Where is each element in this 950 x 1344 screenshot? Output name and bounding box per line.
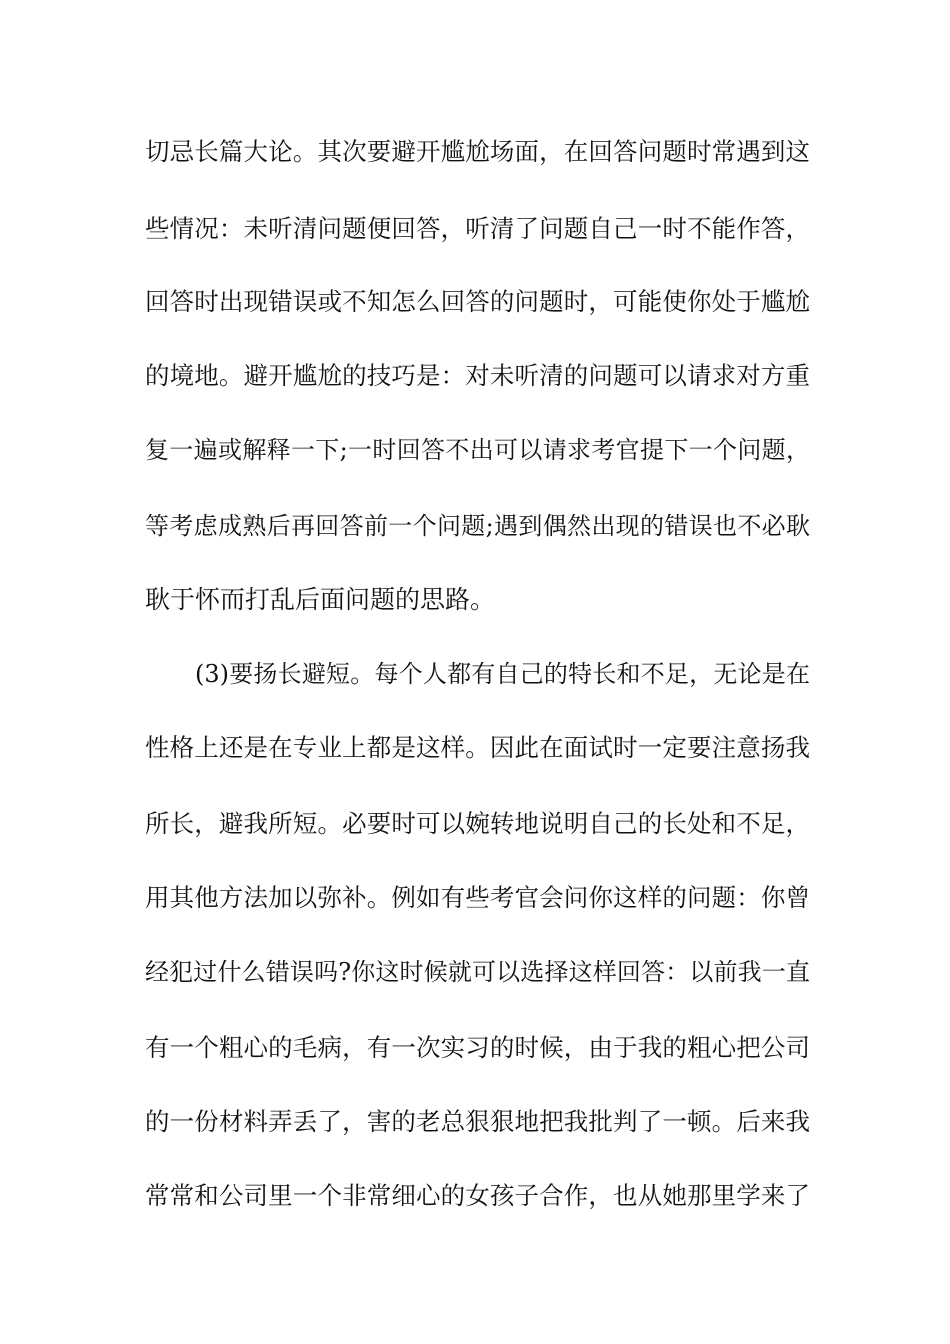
text-line: 些情况：未听清问题便回答，听清了问题自己一时不能作答， — [145, 214, 810, 243]
text-line: 切忌长篇大论。其次要避开尴尬场面，在回答问题时常遇到这 — [145, 137, 810, 166]
paragraph-start-line: (3)要扬长避短。每个人都有自己的特长和不足，无论是在 — [195, 660, 810, 688]
text-line: 等考虑成熟后再回答前一个问题;遇到偶然出现的错误也不必耿 — [145, 512, 810, 540]
text-line: 所长，避我所短。必要时可以婉转地说明自己的长处和不足， — [145, 809, 810, 838]
text-line: 性格上还是在专业上都是这样。因此在面试时一定要注意扬我 — [145, 733, 810, 762]
text-line: 常常和公司里一个非常细心的女孩子合作，也从她那里学来了 — [145, 1181, 810, 1210]
text-line: 耿于怀而打乱后面问题的思路。 — [145, 585, 496, 614]
text-line: 的一份材料弄丢了，害的老总狠狠地把我批判了一顿。后来我 — [145, 1107, 810, 1136]
text-line: 复一遍或解释一下;一时回答不出可以请求考官提下一个问题， — [145, 436, 810, 464]
text-line: 回答时出现错误或不知怎么回答的问题时，可能使你处于尴尬 — [145, 287, 810, 316]
text-line: 的境地。避开尴尬的技巧是：对未听清的问题可以请求对方重 — [145, 361, 810, 390]
text-line: 有一个粗心的毛病，有一次实习的时候，由于我的粗心把公司 — [145, 1033, 810, 1062]
text-line: 用其他方法加以弥补。例如有些考官会问你这样的问题：你曾 — [145, 883, 810, 912]
text-line: 经犯过什么错误吗?你这时候就可以选择这样回答：以前我一直 — [145, 958, 810, 986]
